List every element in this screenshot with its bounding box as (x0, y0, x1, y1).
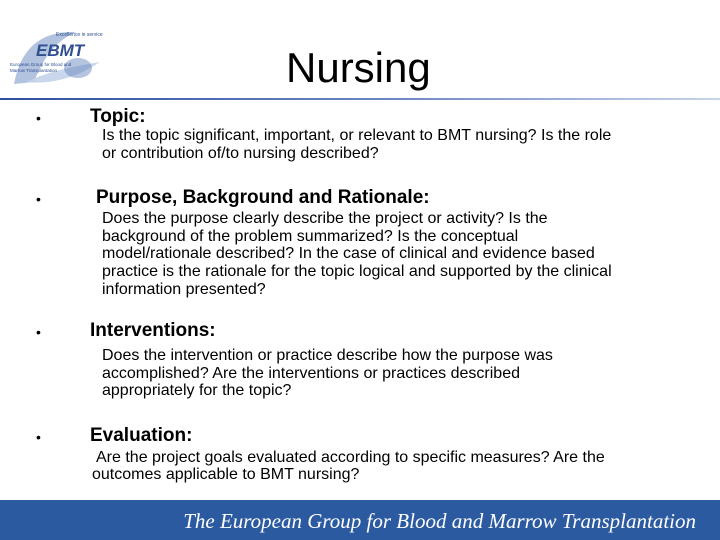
section-body-line: model/rationale described? In the case of clinical and evidence based (102, 245, 595, 262)
section-body-line: information presented? (102, 281, 266, 298)
bullet-icon: • (36, 191, 41, 207)
map-icon (64, 58, 92, 78)
section-body-line: appropriately for the topic? (102, 382, 292, 399)
ebmt-logo (4, 22, 122, 94)
bullet-icon: • (36, 324, 41, 340)
logo-side-text-2: Marrow Transplantation (10, 68, 58, 73)
logo-side-text-1: European Group for Blood and (10, 62, 72, 67)
bullet-icon: • (36, 110, 41, 126)
logo-wordmark: EBMT (36, 41, 85, 60)
section-heading: Evaluation: (90, 425, 193, 446)
section-body-line: or contribution of/to nursing described? (102, 145, 379, 162)
slide-title: Nursing (286, 44, 431, 91)
section-body-line: accomplished? Are the interventions or practices described (102, 365, 520, 382)
section-heading: Topic: (90, 106, 146, 127)
section-heading: Purpose, Background and Rationale: (96, 187, 430, 208)
bullet-icon: • (36, 429, 41, 445)
section-body-line: outcomes applicable to BMT nursing? (92, 466, 360, 483)
footer-text: The European Group for Blood and Marrow Transplantation (183, 509, 696, 533)
footer-bar (0, 500, 720, 540)
section-heading: Interventions: (90, 320, 216, 341)
section-body-line: Does the intervention or practice describe how the purpose was (102, 347, 553, 364)
section-body-line: background of the problem summarized? Is the conceptual (102, 228, 519, 245)
title-divider (0, 98, 720, 100)
section-body-line: Are the project goals evaluated according to specific measures? Are the (96, 449, 605, 466)
section-body-line: practice is the rationale for the topic logical and supported by the clinical (102, 263, 612, 280)
logo-top-text: Excellence in service (56, 32, 103, 38)
section-body-line: Does the purpose clearly describe the project or activity? Is the (102, 210, 548, 227)
ebmt-logo-graphic (4, 22, 122, 94)
section-body-line: Is the topic significant, important, or relevant to BMT nursing? Is the role (102, 127, 612, 144)
